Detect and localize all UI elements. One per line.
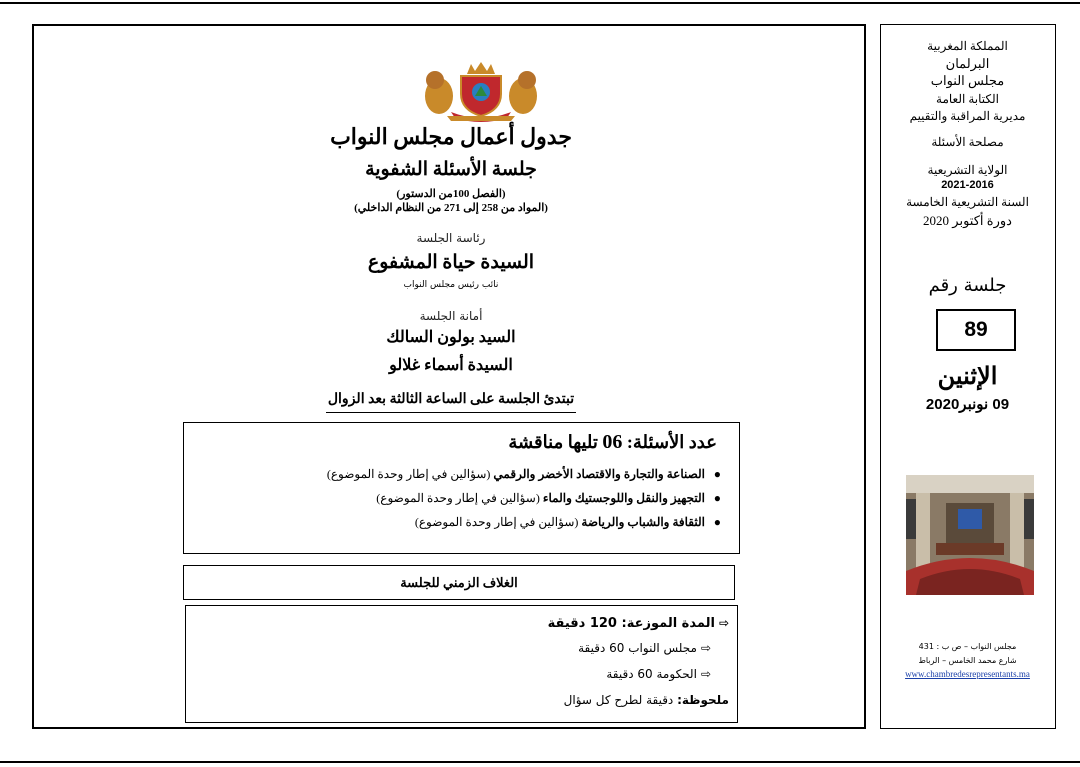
question-note: (سؤالين في إطار وحدة الموضوع): [326, 467, 491, 481]
bullet-icon: ●: [713, 467, 721, 481]
duration-total: المدة الموزعة: 120 دقيقة: [547, 616, 715, 631]
agenda-title: جدول أعمال مجلس النواب: [330, 124, 572, 149]
agenda-frame: [32, 24, 866, 729]
constitution-reference: (الفصل 100من الدستور): [396, 188, 506, 200]
kingdom-label: المملكة المغربية: [927, 39, 1008, 53]
list-item: [198, 510, 725, 534]
arrow-right-icon: ⇨: [700, 667, 711, 681]
bullet-icon: ●: [713, 515, 721, 529]
questions-box: [183, 422, 740, 554]
session-period: دورة أكتوبر 2020: [923, 213, 1012, 228]
legislative-term-label: الولاية التشريعية: [927, 163, 1008, 177]
arrow-right-icon: ⇨: [718, 616, 729, 630]
list-item: [198, 486, 725, 510]
session-type: جلسة الأسئلة الشفوية: [365, 159, 537, 180]
questions-heading-suffix: تليها مناقشة: [508, 432, 598, 452]
website-link[interactable]: www.chambredesrepresentants.ma: [905, 669, 1030, 679]
note-text: دقيقة لطرح كل سؤال: [563, 693, 674, 707]
presidency-role: نائب رئيس مجلس النواب: [403, 280, 499, 290]
secretariat-member: السيد بولون السالك: [386, 329, 516, 346]
duration-house-row: [194, 635, 729, 661]
bullet-icon: ●: [713, 491, 721, 505]
session-date: 09 نونبر2020: [925, 396, 1010, 413]
parliament-label: البرلمان: [945, 56, 990, 71]
service-label: مصلحة الأسئلة: [931, 135, 1004, 149]
questions-count: 06: [602, 431, 623, 453]
duration-house: مجلس النواب 60 دقيقة: [578, 641, 697, 655]
time-envelope-title: الغلاف الزمني للجلسة: [183, 565, 735, 600]
duration-government: الحكومة 60 دقيقة: [606, 667, 697, 681]
presidency-label: رئاسة الجلسة: [416, 231, 486, 245]
presidency-name: السيدة حياة المشفوع: [367, 252, 535, 273]
duration-government-row: [194, 661, 729, 687]
session-number: 89: [936, 309, 1016, 351]
secretariat-member: السيدة أسماء غلالو: [389, 357, 513, 374]
secretariat-label: أمانة الجلسة: [419, 309, 483, 323]
general-secretariat-label: الكتابة العامة: [936, 92, 999, 106]
duration-note-row: [194, 687, 729, 713]
session-number-label: جلسة رقم: [928, 275, 1007, 296]
rules-reference: (المواد من 258 إلى 271 من النظام الداخلي): [354, 202, 548, 214]
address-line: مجلس النواب – ص ب : 431: [918, 642, 1017, 651]
duration-box: [185, 605, 738, 723]
royal-emblem-icon: [417, 60, 545, 122]
top-rule: [0, 2, 1080, 4]
questions-heading: [198, 431, 725, 454]
start-time: تبتدئ الجلسة على الساعة الثالثة بعد الزوال: [326, 391, 576, 413]
legislative-year: السنة التشريعية الخامسة: [906, 195, 1029, 209]
question-topic: التجهيز والنقل واللوجستيك والماء: [542, 491, 705, 505]
house-label: مجلس النواب: [930, 73, 1005, 88]
chamber-photo: [906, 475, 1034, 595]
start-time-wrapper: [34, 388, 868, 413]
question-note: (سؤالين في إطار وحدة الموضوع): [414, 515, 579, 529]
question-topic: الثقافة والشباب والرياضة: [581, 515, 705, 529]
duration-total-row: [194, 612, 729, 635]
questions-heading-prefix: عدد الأسئلة:: [626, 432, 717, 452]
bottom-rule: [0, 761, 1080, 763]
list-item: [198, 462, 725, 486]
arrow-right-icon: ⇨: [700, 641, 711, 655]
note-label: ملحوظة:: [677, 693, 729, 707]
question-topic: الصناعة والتجارة والاقتصاد الأخضر والرقمي: [493, 467, 705, 481]
term-years: 2021-2016: [941, 179, 994, 191]
info-sidebar: [880, 24, 1056, 729]
question-note: (سؤالين في إطار وحدة الموضوع): [376, 491, 540, 505]
directorate-label: مديرية المراقبة والتقييم: [909, 109, 1026, 123]
session-day: الإثنين: [937, 363, 998, 390]
address-line: شارع محمد الخامس – الرباط: [918, 656, 1017, 665]
